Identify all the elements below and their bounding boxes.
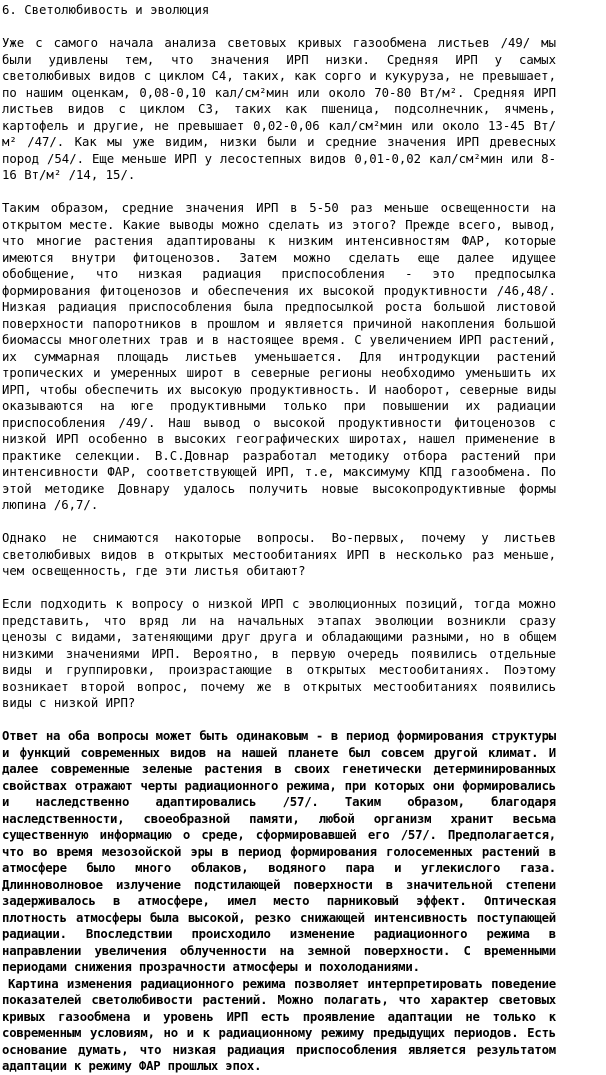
- spacer: [2, 184, 556, 201]
- paragraph-answer: Ответ на оба вопросы может быть одинаковым - в период формирования структуры и функций современных видов на нашей планете был совсем другой климат. И далее современные зеленые растения в своих генетически детерминированных свойствах отражают черты радиационного режима, при которых они формировались и наследственно адаптировались /57/. Таким образом, благодаря наследственности, своеобразной памяти, любой организм хранит весьма существенную информацию о среде, сформировавшей его /57/. Предполагается, что во время мезозойской эры в период формирования голосеменных растений в атмосфере было много облаков, водяного пара и углекислого газа. Длинноволновое излучение подстилающей поверхности в значительной степени задерживалось в атмосфере, имел место парниковый эффект. Оптическая плотность атмосферы была высокой, резко снижающей интенсивность поступающей радиации. Впоследствии происходило изменение радиационного режима в направлении увеличения облученности на земной поверхности. С временными периодами снижения прозрачности атмосферы и похолоданиями.: [2, 729, 556, 974]
- paragraph-first-question: Однако не снимаются накоторые вопросы. Во-первых, почему у листьев светолюбивых видов в открытых местообитаниях ИРП в несколько раз меньше, чем освещенность, где эти листья обитают?: [2, 531, 556, 578]
- spacer: [2, 514, 556, 531]
- spacer: [2, 19, 556, 36]
- paragraph-irp-values: Уже с самого начала анализа световых кривых газообмена листьев /49/ мы были удивлены тем, что значения ИРП низки. Средняя ИРП у самых светолюбивых видов с циклом С4, таких, как сорго и кукуруза, не превышает, по нашим оценкам, 0,08-0,10 кал/см²мин или около 70-80 Вт/м². Средняя ИРП листьев видов с циклом С3, таких как пшеница, подсолнечник, ячмень, картофель и другие, не превышает 0,02-0,06 кал/см²мин или около 13-45 Вт/м² /47/. Как мы уже видим, низки были и средние значения ИРП древесных пород /54/. Еще меньше ИРП у лесостепных видов 0,01-0,02 кал/см²мин или 8-16 Вт/м² /14, 15/.: [2, 36, 556, 182]
- spacer: [2, 580, 556, 597]
- document-page: [2, 0, 556, 1075]
- section-heading: 6. Светолюбивость и эволюция: [2, 3, 210, 17]
- paragraph-radiation-regime: Картина изменения радиационного режима позволяет интерпретировать поведение показателей светолюбивости растений. Можно полагать, что характер световых кривых газообмена и уровень ИРП есть проявление адаптации не только к современным условиям, но и к радиационному режиму предыдущих периодов. Есть основание думать, что низкая радиация приспособления является результатом адаптации к режиму ФАР прошлых эпох.: [2, 976, 556, 1073]
- paragraph-second-question: Если подходить к вопросу о низкой ИРП с эволюционных позиций, тогда можно представить, что вряд ли на начальных этапах эволюции возникли сразу ценозы с видами, затеняющими друг друга и обладающими разными, но в общем низкими значениями ИРП. Вероятно, в первую очередь появились отдельные виды и группировки, произрастающие в открытых местообитаниях. Поэтому возникает второй вопрос, почему же в открытых местообитаниях появились виды с низкой ИРП?: [2, 597, 556, 710]
- paragraph-conclusions: Таким образом, средние значения ИРП в 5-50 раз меньше освещенности на открытом месте. Какие выводы можно сделать из этого? Прежде всего, вывод, что многие растения адаптированы к низким интенсивностям ФАР, которые имеются внутри фитоценозов. Затем можно сделать еще далее идущее обобщение, что низкая радиация приспособления - это предпосылка формирования фитоценозов и обеспечения их высокой продуктивности /46,48/. Низкая радиация приспособления была предпосылкой роста большой листовой поверхности папоротников в прошлом и является причиной накопления большой биомассы многолетних трав и в настоящее время. С увеличением ИРП растений, их суммарная площадь листьев уменьшается. Для интродукции растений тропических и умеренных широт в северные регионы необходимо уменьшить их ИРП, чтобы обеспечить их высокую продуктивность. И наоборот, северные виды оказываются на юге продуктивными только при повышении их радиации приспособления /49/. Наш вывод о высокой продуктивности фитоценозов с низкой ИРП особенно в высоких географических широтах, нашел применение в практике селекции. В.С.Довнар разработал методику отбора растений при интенсивности ФАР, соответствующей ИРП, т.е, максимуму КПД газообмена. По этой методике Довнару удалось получить новые высокопродуктивные формы люпина /6,7/.: [2, 201, 556, 512]
- spacer: [2, 712, 556, 729]
